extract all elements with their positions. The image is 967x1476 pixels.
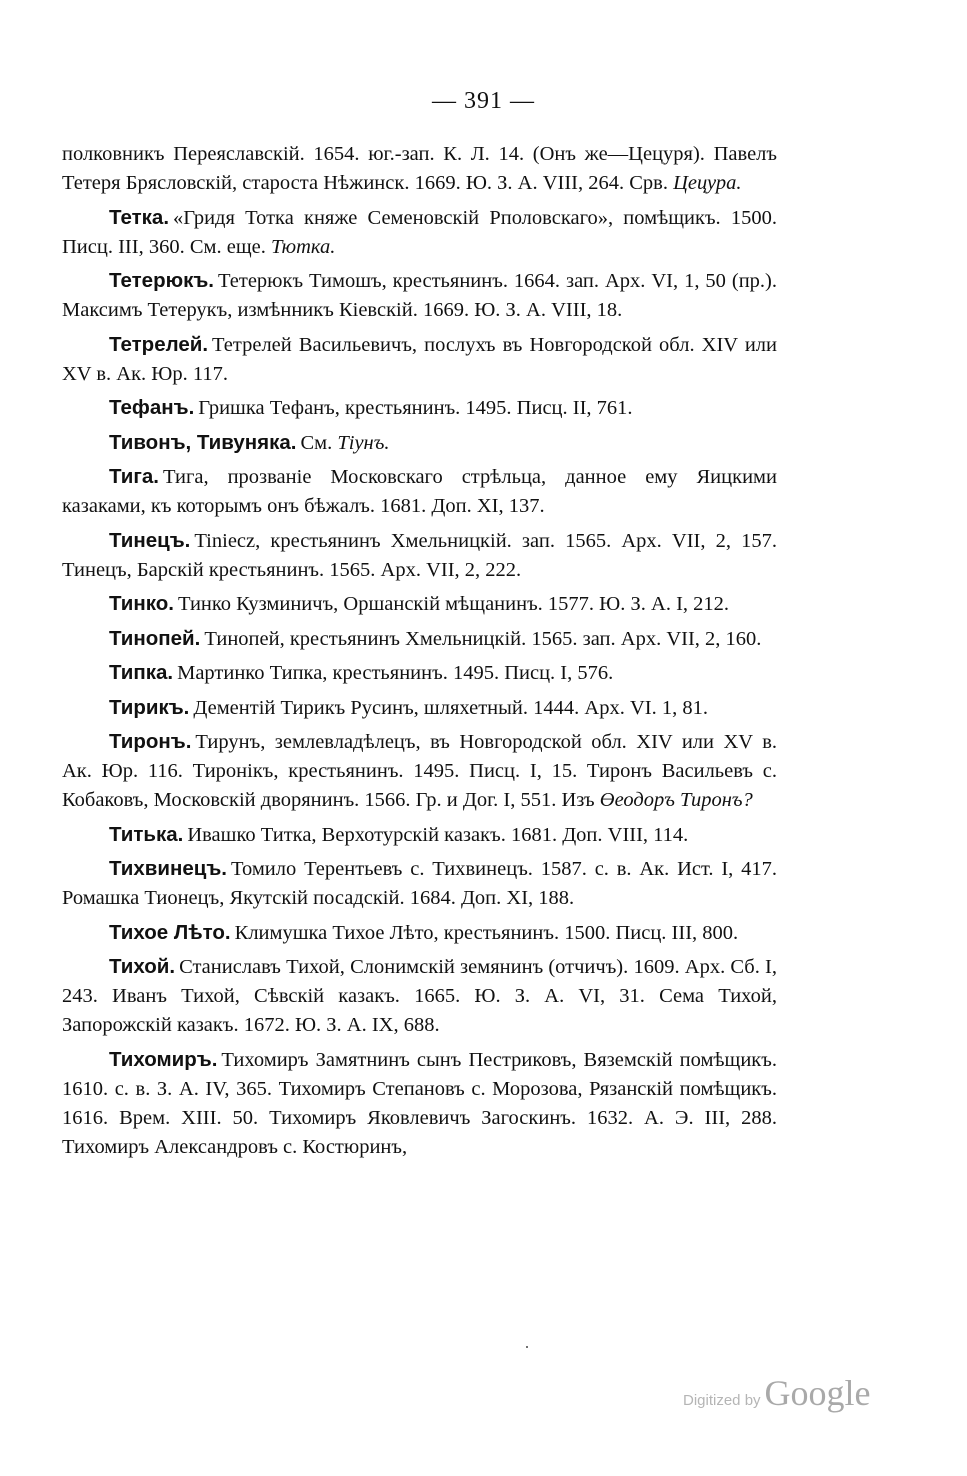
dictionary-entry: [62, 624, 777, 654]
entry-headword: Тихвинецъ.: [109, 857, 227, 880]
entry-text: Мартинко Типка, крестьянинъ. 1495. Писц. I, 576.: [177, 662, 614, 684]
entry-headword: Тетка.: [109, 205, 170, 229]
entry-headword: Типка.: [109, 661, 174, 684]
entry-headword: Тетрелей.: [109, 332, 209, 356]
dictionary-entry: [62, 727, 777, 815]
entry-headword: Тивонъ, Тивуняка.: [109, 430, 297, 454]
entry-headword: Титька.: [109, 822, 184, 846]
dictionary-entry: [62, 658, 777, 688]
entry-headword: Тихой.: [109, 955, 176, 978]
ink-speck: [526, 1346, 528, 1348]
entry-text: Тетрелей Васильевичъ, послухъ въ Новгородской обл. XIV или XV в. Ак. Юр. 117.: [62, 333, 777, 385]
entry-text: Климушка Тихое Лѣто, крестьянинъ. 1500. Писц. III, 800.: [234, 921, 739, 944]
entry-headword: Тихомиръ.: [109, 1047, 218, 1071]
dictionary-text: [62, 140, 777, 1166]
entry-text: полковникъ Переяславскій. 1654. юг.-зап. К. Л. 14. (Онъ же—Цецуря). Павелъ Тетеря Брясловскій, староста Нѣжинск. 1669. Ю. З. А. VIII, 264. Срв.: [62, 143, 777, 194]
dictionary-entry: [62, 428, 777, 458]
entry-headword: Тиронъ.: [109, 730, 192, 753]
entry-headword: Тига.: [109, 465, 159, 488]
entry-text: Дементій Тирикъ Русинъ, шляхетный. 1444. Арх. VI. 1, 81.: [193, 696, 708, 719]
google-logo: Google: [764, 1373, 871, 1413]
entry-headword: Тинопей.: [109, 626, 201, 650]
dictionary-entry: [62, 952, 777, 1040]
entry-reference: Тіунъ.: [337, 431, 390, 454]
entry-text: Tiniecz, крестьянинъ Хмельницкій. зап. 1565. Арх. VII, 2, 157. Тинецъ, Барскій крестьянинъ. 1565. Арх. VII, 2, 222.: [62, 529, 777, 581]
entry-text: Тинко Кузминичъ, Оршанскій мѣщанинъ. 1577. Ю. З. А. I, 212.: [177, 593, 730, 615]
entry-headword: Тефанъ.: [109, 396, 195, 419]
entry-list: [62, 203, 777, 1162]
dictionary-entry: [62, 820, 777, 850]
dictionary-entry: [62, 462, 777, 521]
dictionary-entry: [62, 1045, 777, 1162]
entry-headword: Тихое Лѣто.: [109, 920, 231, 944]
entry-reference: Цецура.: [673, 172, 742, 194]
entry-text: Томило Терентьевъ с. Тихвинецъ. 1587. с. в. Ак. Ист. I, 417. Ромашка Тионецъ, Якутскій посадскій. 1684. Доп. XI, 188.: [62, 858, 777, 909]
dictionary-entry: [62, 693, 777, 723]
entry-headword: Тинецъ.: [109, 528, 191, 552]
digitized-by-google-watermark: [683, 1372, 871, 1414]
dictionary-entry: [62, 266, 777, 325]
watermark-prefix: Digitized by: [683, 1392, 761, 1409]
entry-text: Тига, прозваніе Московскаго стрѣльца, данное ему Яицкими казаками, къ которымъ онъ бѣжалъ. 1681. Доп. XI, 137.: [62, 466, 777, 517]
entry-text: Станиславъ Тихой, Слонимскій земянинъ (отчичъ). 1609. Арх. Сб. I, 243. Иванъ Тихой, Сѣвскій казакъ. 1665. Ю. З. А. VI, 31. Сема Тихой, Запорожскій казакъ. 1672. Ю. З. А. IX, 688.: [62, 956, 777, 1036]
entry-text: См.: [300, 431, 338, 454]
entry-headword: Тинко.: [109, 592, 174, 615]
entry-reference: Өеодоръ Тиронъ?: [599, 789, 753, 811]
entry-headword: Тетерюкъ.: [109, 269, 215, 292]
entry-text: Тетерюкъ Тимошъ, крестьянинъ. 1664. зап. Арх. VI, 1, 50 (пр.). Максимъ Тетерукъ, измѣнникъ Кіевскій. 1669. Ю. З. А. VIII, 18.: [62, 270, 777, 321]
entry-text: Тирунъ, землевладѣлецъ, въ Новгородской обл. XIV или XV в. Ак. Юр. 116. Тиронікъ, крестьянинъ. 1495. Писц. I, 15. Тиронъ Васильевъ с. Кобаковъ, Московскій дворянинъ. 1566. Гр. и Дог. I, 551. Изъ: [62, 731, 777, 811]
continuation-entry: [62, 140, 777, 198]
dictionary-entry: [62, 203, 777, 262]
dictionary-entry: [62, 918, 777, 948]
entry-text: Ивашко Титка, Верхотурскій казакъ. 1681. Доп. VIII, 114.: [187, 823, 689, 846]
entry-reference: Тютка.: [270, 235, 336, 258]
dictionary-entry: [62, 393, 777, 423]
entry-headword: Тирикъ.: [109, 695, 190, 719]
dictionary-entry: [62, 589, 777, 619]
entry-text: Гришка Тефанъ, крестьянинъ. 1495. Писц. II, 761.: [198, 397, 633, 419]
page-number: — 391 —: [432, 88, 535, 114]
dictionary-entry: [62, 330, 777, 389]
entry-text: «Гридя Тотка княже Семеновскій Рполовскаго», помѣщикъ. 1500. Писц. III, 360. См. еще.: [62, 206, 777, 258]
entry-text: Тихомиръ Замятнинъ сынъ Пестриковъ, Вяземскій помѣщикъ. 1610. с. в. З. А. IV, 365. Тихомиръ Степановъ с. Морозова, Рязанскій помѣщикъ. 1616. Врем. XIII. 50. Тихомиръ Яковлевичъ Загоскинъ. 1632. А. Э. III, 288. Тихомиръ Александровъ с. Костюринъ,: [62, 1048, 777, 1158]
dictionary-entry: [62, 526, 777, 585]
entry-text: Тинопей, крестьянинъ Хмельницкій. 1565. зап. Арх. VII, 2, 160.: [204, 627, 762, 650]
dictionary-entry: [62, 854, 777, 913]
